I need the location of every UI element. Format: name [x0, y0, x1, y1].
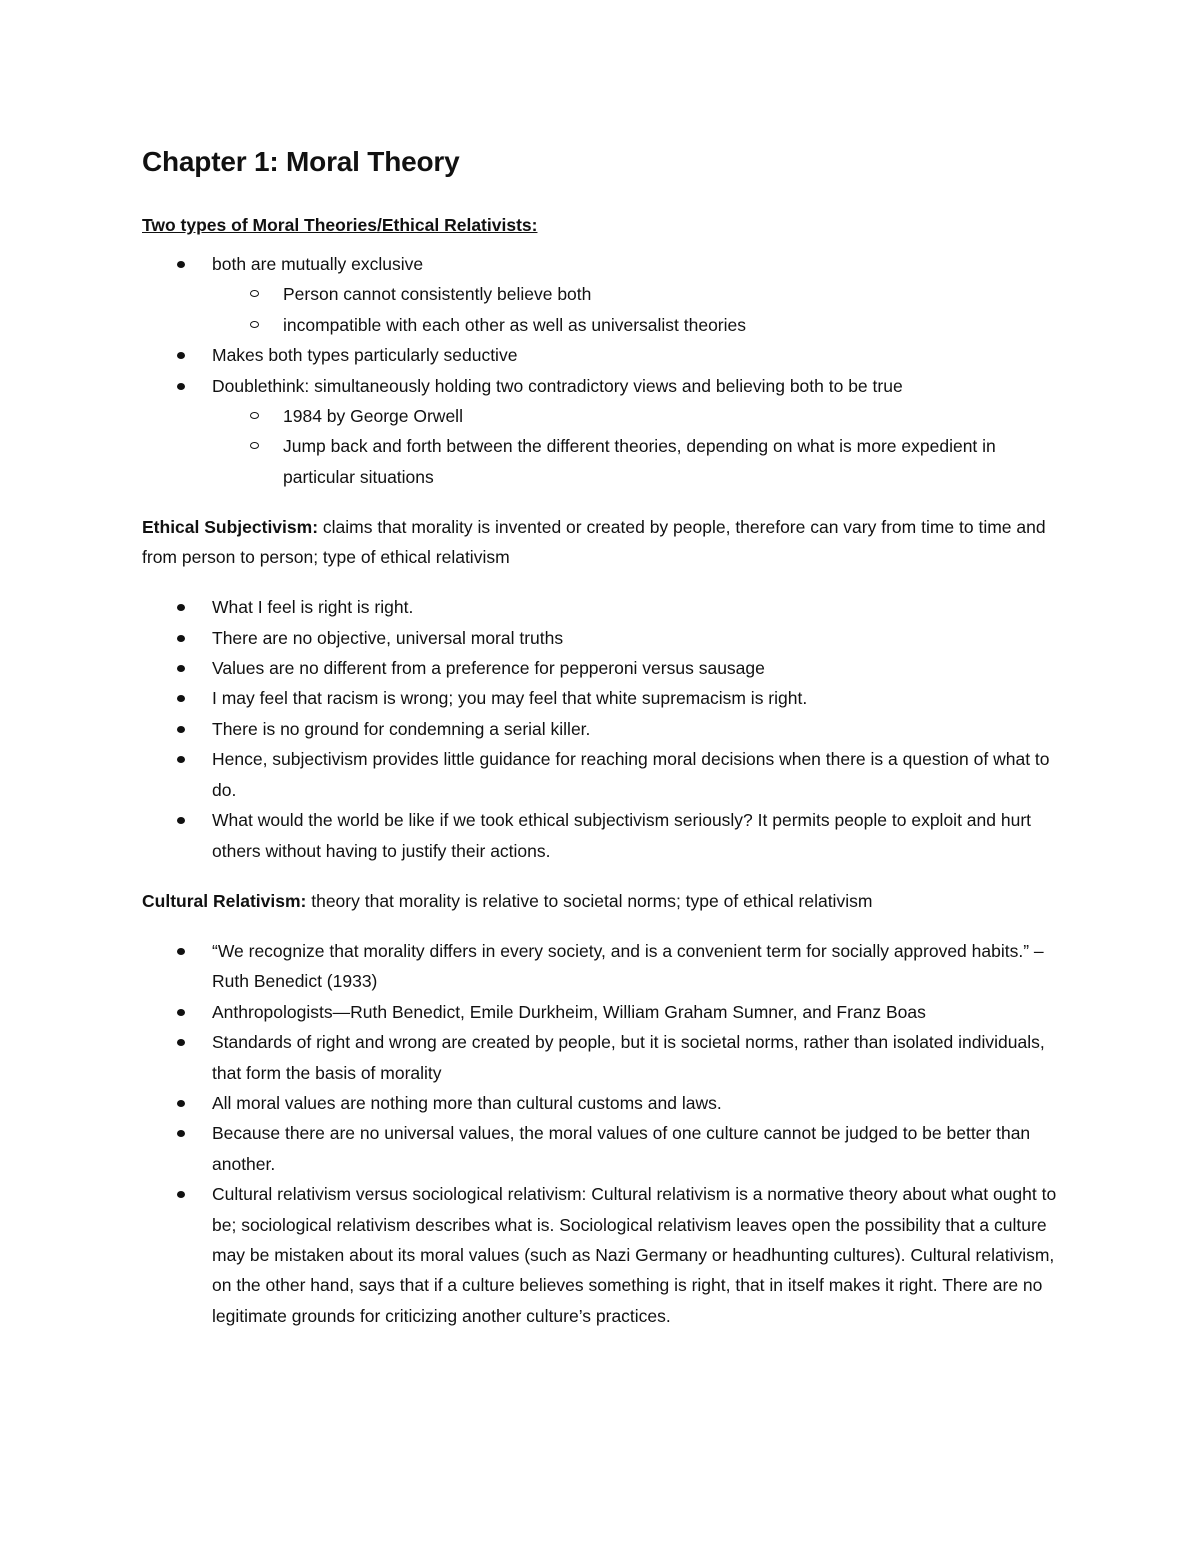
list-item-text: There is no ground for condemning a serial killer. [212, 718, 591, 739]
bullet-icon [177, 1130, 185, 1137]
list-item-text: Cultural relativism versus sociological relativism: Cultural relativism is a normative theory about what ought to be; sociological relativism describes what is. Sociological relativism leaves open the possibility that a culture may be mistaken about its moral values (such as Nazi Germany or headhunting cultures). Cultural relativism, on the other hand, says that if a culture believes something is right, that in itself makes it right. There are no legitimate grounds for criticizing another culture’s practices. [212, 1184, 1057, 1326]
bullet-icon [177, 1100, 185, 1107]
hollow-bullet-icon [250, 321, 259, 328]
list-item-text: What would the world be like if we took ethical subjectivism seriously? It permits people to exploit and hurt others without having to justify their actions. [212, 810, 1032, 861]
sub-list-item-text: 1984 by George Orwell [283, 406, 463, 427]
bullet-icon [177, 352, 185, 359]
list-item [142, 936, 1062, 997]
list-item [142, 1118, 1062, 1179]
list-item-text: Doublethink: simultaneously holding two contradictory views and believing both to be true [212, 375, 903, 396]
bullet-icon [177, 817, 185, 824]
list-item [142, 653, 1062, 683]
list-item [142, 371, 1062, 493]
bullet-icon [177, 604, 185, 611]
sub-list-item [142, 279, 1062, 309]
sub-list-item-text: Person cannot consistently believe both [283, 284, 592, 305]
list-item [142, 744, 1062, 805]
list-item [142, 592, 1062, 622]
sub-list-item-text: incompatible with each other as well as universalist theories [283, 314, 747, 335]
moral-theories-list [142, 249, 1062, 492]
section-heading-moral-theories: Two types of Moral Theories/Ethical Relativists: [142, 215, 538, 235]
ethical-subjectivism-list [142, 592, 1062, 866]
hollow-bullet-icon [250, 290, 259, 297]
list-item [142, 805, 1062, 866]
list-item-text: I may feel that racism is wrong; you may feel that white supremacism is right. [212, 688, 808, 709]
list-item [142, 340, 1062, 370]
list-item [142, 1179, 1062, 1331]
sub-list-item [142, 431, 1062, 492]
sub-list-item-text: Jump back and forth between the different theories, depending on what is more expedient in particular situations [283, 436, 996, 487]
list-item-text: both are mutually exclusive [212, 254, 424, 274]
bullet-icon [177, 948, 185, 955]
definition-text: claims that morality is invented or created by people, therefore can vary from time to time and from person to person; type of ethical relativism [142, 517, 1046, 568]
ethical-subjectivism-definition [142, 512, 1062, 572]
sub-list-item [142, 401, 1062, 431]
bullet-icon [177, 383, 185, 390]
hollow-bullet-icon [250, 412, 259, 419]
list-item-text: Because there are no universal values, the moral values of one culture cannot be judged to be better than another. [212, 1123, 1031, 1174]
bullet-icon [177, 756, 185, 763]
list-item-text: Standards of right and wrong are created by people, but it is societal norms, rather than isolated individuals, that form the basis of morality [212, 1032, 1045, 1083]
definition-text: theory that morality is relative to societal norms; type of ethical relativism [306, 890, 873, 911]
bullet-icon [177, 726, 185, 733]
list-item-text: Values are no different from a preference for pepperoni versus sausage [212, 658, 765, 679]
bullet-icon [177, 1039, 185, 1046]
cultural-relativism-definition [142, 886, 1062, 916]
list-item [142, 1027, 1062, 1088]
list-item-text: “We recognize that morality differs in every society, and is a convenient term for socially approved habits.” –Ruth Benedict (1933) [212, 940, 1044, 992]
hollow-bullet-icon [250, 442, 259, 449]
list-item-text: All moral values are nothing more than cultural customs and laws. [212, 1092, 722, 1113]
term-cultural-relativism: Cultural Relativism: [142, 890, 307, 911]
list-item [142, 714, 1062, 744]
list-item-text: Makes both types particularly seductive [212, 345, 518, 366]
list-item-text: What I feel is right is right. [212, 597, 414, 618]
list-item [142, 997, 1062, 1027]
term-ethical-subjectivism: Ethical Subjectivism: [142, 517, 319, 538]
bullet-icon [177, 665, 185, 672]
bullet-icon [177, 1191, 185, 1198]
sub-list-item [142, 310, 1062, 340]
sub-list [142, 401, 1062, 492]
bullet-icon [177, 695, 185, 702]
sub-list [142, 279, 1062, 340]
list-item-text: Hence, subjectivism provides little guidance for reaching moral decisions when there is a question of what to do. [212, 749, 1050, 800]
bullet-icon [177, 635, 185, 642]
document-page [142, 140, 1062, 1351]
list-item-text: Anthropologists—Ruth Benedict, Emile Durkheim, William Graham Sumner, and Franz Boas [212, 1001, 926, 1022]
page-title: Chapter 1: Moral Theory [142, 146, 460, 177]
bullet-icon [177, 1009, 185, 1016]
list-item [142, 683, 1062, 713]
bullet-icon [177, 261, 185, 268]
list-item [142, 623, 1062, 653]
list-item [142, 249, 1062, 340]
list-item-text: There are no objective, universal moral truths [212, 627, 564, 648]
list-item [142, 1088, 1062, 1118]
cultural-relativism-list [142, 936, 1062, 1331]
